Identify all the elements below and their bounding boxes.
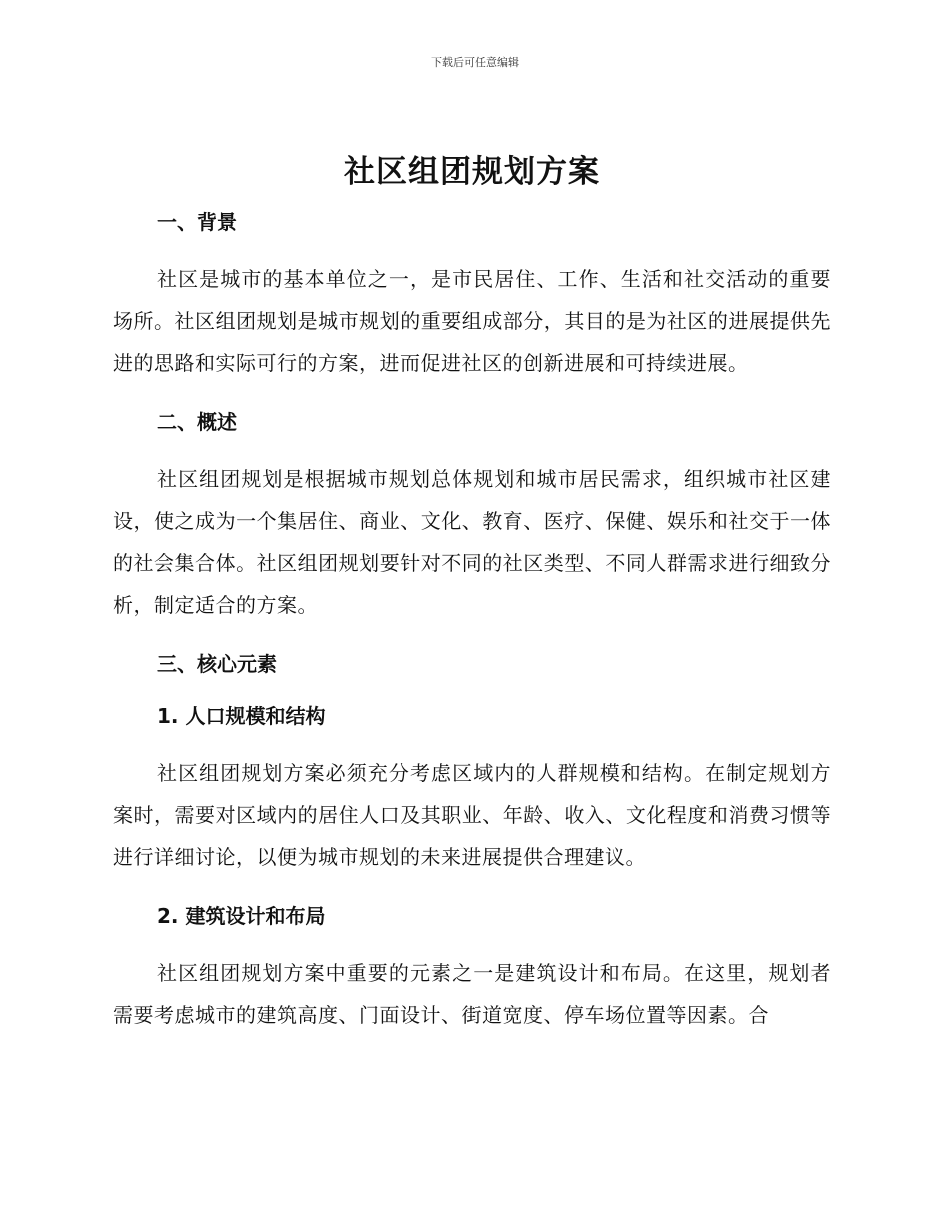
document-title: 社区组团规划方案	[344, 154, 600, 190]
section-heading-overview: 二、概述	[157, 410, 237, 434]
document-body	[113, 150, 831, 1036]
subsection-paragraph-architecture: 社区组团规划方案中重要的元素之一是建筑设计和布局。在这里，规划者需要考虑城市的建筑高度、门面设计、街道宽度、停车场位置等因素。合	[113, 961, 831, 1027]
subsection-paragraph-population: 社区组团规划方案必须充分考虑区域内的人群规模和结构。在制定规划方案时，需要对区域内的居住人口及其职业、年龄、收入、文化程度和消费习惯等进行详细讨论，以便为城市规划的未来进展提供合理建议。	[113, 761, 831, 869]
subsection-heading-architecture: 2. 建筑设计和布局	[157, 904, 326, 928]
subsection-heading-population: 1. 人口规模和结构	[157, 704, 326, 728]
section-heading-core-elements: 三、核心元素	[157, 652, 277, 676]
section-paragraph-background: 社区是城市的基本单位之一，是市民居住、工作、生活和社交活动的重要场所。社区组团规划是城市规划的重要组成部分，其目的是为社区的进展提供先进的思路和实际可行的方案，进而促进社区的创新进展和可持续进展。	[113, 267, 831, 375]
section-heading-background: 一、背景	[157, 210, 237, 234]
header-note: 下载后可任意编辑	[431, 56, 519, 69]
section-paragraph-overview: 社区组团规划是根据城市规划总体规划和城市居民需求，组织城市社区建设，使之成为一个集居住、商业、文化、教育、医疗、保健、娱乐和社交于一体的社会集合体。社区组团规划要针对不同的社区类型、不同人群需求进行细致分析，制定适合的方案。	[113, 467, 831, 617]
